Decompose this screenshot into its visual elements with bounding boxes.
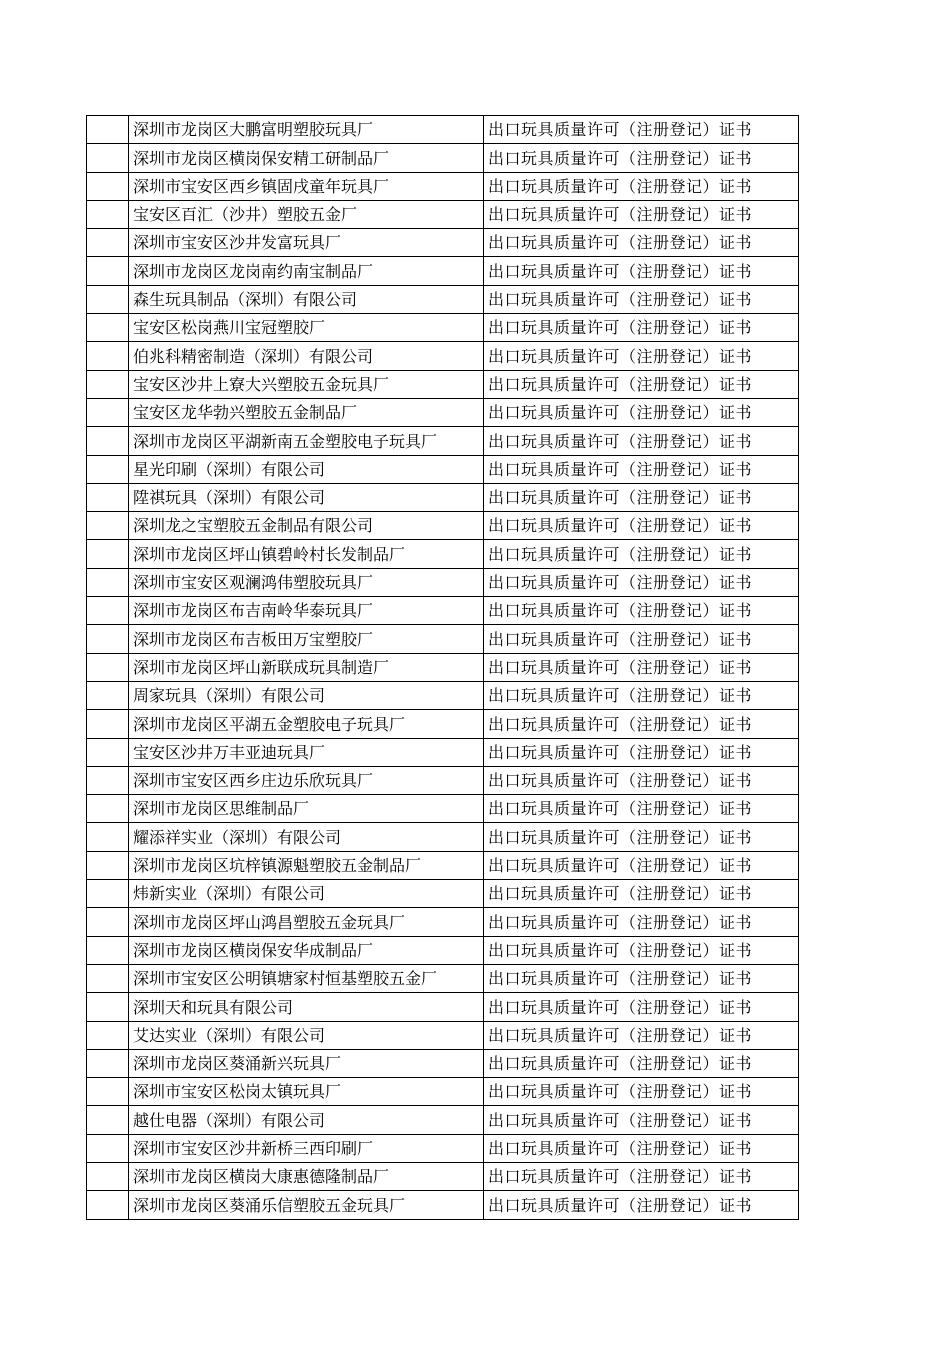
blank-cell <box>87 229 129 257</box>
certificate-type-cell: 出口玩具质量许可（注册登记）证书 <box>484 342 799 370</box>
blank-cell <box>87 738 129 766</box>
table-row <box>87 144 799 172</box>
table-row <box>87 1162 799 1190</box>
blank-cell <box>87 427 129 455</box>
company-name-cell: 耀添祥实业（深圳）有限公司 <box>129 823 484 851</box>
certificate-type-cell: 出口玩具质量许可（注册登记）证书 <box>484 795 799 823</box>
company-name-cell: 深圳天和玩具有限公司 <box>129 993 484 1021</box>
company-name-cell: 深圳市龙岗区坪山鸿昌塑胶五金玩具厂 <box>129 908 484 936</box>
certificate-type-cell: 出口玩具质量许可（注册登记）证书 <box>484 398 799 426</box>
certificate-type-cell: 出口玩具质量许可（注册登记）证书 <box>484 1162 799 1190</box>
company-name-cell: 深圳市龙岗区坑梓镇源魁塑胶五金制品厂 <box>129 851 484 879</box>
company-name-cell: 深圳市宝安区松岗太镇玩具厂 <box>129 1078 484 1106</box>
certificate-type-cell: 出口玩具质量许可（注册登记）证书 <box>484 653 799 681</box>
certificate-type-cell: 出口玩具质量许可（注册登记）证书 <box>484 257 799 285</box>
company-name-cell: 宝安区百汇（沙井）塑胶五金厂 <box>129 200 484 228</box>
table-row <box>87 200 799 228</box>
table-row <box>87 964 799 992</box>
blank-cell <box>87 653 129 681</box>
certificate-type-cell: 出口玩具质量许可（注册登记）证书 <box>484 229 799 257</box>
certificate-type-cell: 出口玩具质量许可（注册登记）证书 <box>484 851 799 879</box>
certificate-type-cell: 出口玩具质量许可（注册登记）证书 <box>484 1106 799 1134</box>
company-name-cell: 艾达实业（深圳）有限公司 <box>129 1021 484 1049</box>
company-name-cell: 宝安区龙华勃兴塑胶五金制品厂 <box>129 398 484 426</box>
certificate-type-cell: 出口玩具质量许可（注册登记）证书 <box>484 993 799 1021</box>
blank-cell <box>87 1134 129 1162</box>
table-row <box>87 342 799 370</box>
table-row <box>87 625 799 653</box>
blank-cell <box>87 370 129 398</box>
blank-cell <box>87 1191 129 1219</box>
certificate-type-cell: 出口玩具质量许可（注册登记）证书 <box>484 314 799 342</box>
certificate-type-cell: 出口玩具质量许可（注册登记）证书 <box>484 880 799 908</box>
blank-cell <box>87 880 129 908</box>
blank-cell <box>87 342 129 370</box>
company-name-cell: 深圳市龙岗区横岗保安华成制品厂 <box>129 936 484 964</box>
table-row <box>87 172 799 200</box>
table-row <box>87 1021 799 1049</box>
blank-cell <box>87 144 129 172</box>
table-row <box>87 653 799 681</box>
company-name-cell: 深圳市龙岗区坪山新联成玩具制造厂 <box>129 653 484 681</box>
certificate-table <box>86 115 799 1220</box>
table-row <box>87 483 799 511</box>
table-row <box>87 710 799 738</box>
blank-cell <box>87 851 129 879</box>
blank-cell <box>87 1078 129 1106</box>
company-name-cell: 深圳市龙岗区大鹏富明塑胶玩具厂 <box>129 116 484 144</box>
blank-cell <box>87 257 129 285</box>
company-name-cell: 深圳龙之宝塑胶五金制品有限公司 <box>129 512 484 540</box>
table-row <box>87 398 799 426</box>
table-row <box>87 851 799 879</box>
certificate-type-cell: 出口玩具质量许可（注册登记）证书 <box>484 285 799 313</box>
company-name-cell: 深圳市宝安区西乡庄边乐欣玩具厂 <box>129 766 484 794</box>
blank-cell <box>87 285 129 313</box>
blank-cell <box>87 483 129 511</box>
certificate-type-cell: 出口玩具质量许可（注册登记）证书 <box>484 427 799 455</box>
company-name-cell: 深圳市龙岗区布吉南岭华泰玩具厂 <box>129 597 484 625</box>
company-name-cell: 炜新实业（深圳）有限公司 <box>129 880 484 908</box>
table-row <box>87 823 799 851</box>
company-name-cell: 深圳市龙岗区坪山镇碧岭村长发制品厂 <box>129 540 484 568</box>
table-row <box>87 512 799 540</box>
table-row <box>87 455 799 483</box>
table-body <box>87 116 799 1220</box>
certificate-type-cell: 出口玩具质量许可（注册登记）证书 <box>484 1049 799 1077</box>
certificate-type-cell: 出口玩具质量许可（注册登记）证书 <box>484 512 799 540</box>
table-row <box>87 229 799 257</box>
certificate-type-cell: 出口玩具质量许可（注册登记）证书 <box>484 483 799 511</box>
certificate-type-cell: 出口玩具质量许可（注册登记）证书 <box>484 936 799 964</box>
table-row <box>87 597 799 625</box>
blank-cell <box>87 625 129 653</box>
company-name-cell: 深圳市龙岗区平湖五金塑胶电子玩具厂 <box>129 710 484 738</box>
certificate-type-cell: 出口玩具质量许可（注册登记）证书 <box>484 172 799 200</box>
blank-cell <box>87 710 129 738</box>
table-row <box>87 766 799 794</box>
certificate-type-cell: 出口玩具质量许可（注册登记）证书 <box>484 738 799 766</box>
table-row <box>87 427 799 455</box>
table-row <box>87 1078 799 1106</box>
company-name-cell: 森生玩具制品（深圳）有限公司 <box>129 285 484 313</box>
certificate-type-cell: 出口玩具质量许可（注册登记）证书 <box>484 908 799 936</box>
blank-cell <box>87 993 129 1021</box>
table-row <box>87 795 799 823</box>
certificate-type-cell: 出口玩具质量许可（注册登记）证书 <box>484 540 799 568</box>
table-row <box>87 908 799 936</box>
certificate-type-cell: 出口玩具质量许可（注册登记）证书 <box>484 1134 799 1162</box>
company-name-cell: 深圳市龙岗区葵涌新兴玩具厂 <box>129 1049 484 1077</box>
blank-cell <box>87 540 129 568</box>
company-name-cell: 深圳市龙岗区龙岗南约南宝制品厂 <box>129 257 484 285</box>
blank-cell <box>87 597 129 625</box>
table-row <box>87 681 799 709</box>
table-row <box>87 370 799 398</box>
certificate-type-cell: 出口玩具质量许可（注册登记）证书 <box>484 710 799 738</box>
table-row <box>87 257 799 285</box>
blank-cell <box>87 455 129 483</box>
table-row <box>87 285 799 313</box>
blank-cell <box>87 200 129 228</box>
blank-cell <box>87 314 129 342</box>
company-name-cell: 深圳市宝安区公明镇塘家村恒基塑胶五金厂 <box>129 964 484 992</box>
table-row <box>87 568 799 596</box>
blank-cell <box>87 823 129 851</box>
company-name-cell: 深圳市龙岗区思维制品厂 <box>129 795 484 823</box>
company-name-cell: 深圳市龙岗区平湖新南五金塑胶电子玩具厂 <box>129 427 484 455</box>
company-name-cell: 越仕电器（深圳）有限公司 <box>129 1106 484 1134</box>
blank-cell <box>87 1162 129 1190</box>
company-name-cell: 深圳市宝安区西乡镇固戌童年玩具厂 <box>129 172 484 200</box>
table-row <box>87 314 799 342</box>
table-row <box>87 540 799 568</box>
company-name-cell: 深圳市龙岗区葵涌乐信塑胶五金玩具厂 <box>129 1191 484 1219</box>
company-name-cell: 宝安区松岗燕川宝冠塑胶厂 <box>129 314 484 342</box>
blank-cell <box>87 116 129 144</box>
certificate-type-cell: 出口玩具质量许可（注册登记）证书 <box>484 370 799 398</box>
blank-cell <box>87 1049 129 1077</box>
company-name-cell: 深圳市宝安区沙井新桥三西印刷厂 <box>129 1134 484 1162</box>
company-name-cell: 深圳市龙岗区横岗大康惠德隆制品厂 <box>129 1162 484 1190</box>
certificate-type-cell: 出口玩具质量许可（注册登记）证书 <box>484 144 799 172</box>
blank-cell <box>87 1021 129 1049</box>
certificate-type-cell: 出口玩具质量许可（注册登记）证书 <box>484 597 799 625</box>
blank-cell <box>87 936 129 964</box>
certificate-type-cell: 出口玩具质量许可（注册登记）证书 <box>484 766 799 794</box>
certificate-type-cell: 出口玩具质量许可（注册登记）证书 <box>484 1191 799 1219</box>
company-name-cell: 宝安区沙井上寮大兴塑胶五金玩具厂 <box>129 370 484 398</box>
certificate-type-cell: 出口玩具质量许可（注册登记）证书 <box>484 1021 799 1049</box>
certificate-type-cell: 出口玩具质量许可（注册登记）证书 <box>484 455 799 483</box>
blank-cell <box>87 964 129 992</box>
table-row <box>87 1106 799 1134</box>
certificate-type-cell: 出口玩具质量许可（注册登记）证书 <box>484 625 799 653</box>
blank-cell <box>87 766 129 794</box>
certificate-type-cell: 出口玩具质量许可（注册登记）证书 <box>484 823 799 851</box>
blank-cell <box>87 398 129 426</box>
table-row <box>87 993 799 1021</box>
company-name-cell: 深圳市宝安区沙井发富玩具厂 <box>129 229 484 257</box>
company-name-cell: 宝安区沙井万丰亚迪玩具厂 <box>129 738 484 766</box>
company-name-cell: 深圳市宝安区观澜鸿伟塑胶玩具厂 <box>129 568 484 596</box>
table-row <box>87 116 799 144</box>
blank-cell <box>87 512 129 540</box>
blank-cell <box>87 172 129 200</box>
blank-cell <box>87 681 129 709</box>
company-name-cell: 深圳市龙岗区横岗保安精工研制品厂 <box>129 144 484 172</box>
table-row <box>87 936 799 964</box>
table-row <box>87 1049 799 1077</box>
certificate-type-cell: 出口玩具质量许可（注册登记）证书 <box>484 116 799 144</box>
blank-cell <box>87 908 129 936</box>
company-name-cell: 周家玩具（深圳）有限公司 <box>129 681 484 709</box>
certificate-type-cell: 出口玩具质量许可（注册登记）证书 <box>484 1078 799 1106</box>
company-name-cell: 深圳市龙岗区布吉板田万宝塑胶厂 <box>129 625 484 653</box>
blank-cell <box>87 568 129 596</box>
table-row <box>87 1134 799 1162</box>
certificate-type-cell: 出口玩具质量许可（注册登记）证书 <box>484 964 799 992</box>
company-name-cell: 星光印刷（深圳）有限公司 <box>129 455 484 483</box>
certificate-type-cell: 出口玩具质量许可（注册登记）证书 <box>484 200 799 228</box>
company-name-cell: 伯兆科精密制造（深圳）有限公司 <box>129 342 484 370</box>
company-name-cell: 陞祺玩具（深圳）有限公司 <box>129 483 484 511</box>
table-row <box>87 880 799 908</box>
blank-cell <box>87 795 129 823</box>
table-row <box>87 738 799 766</box>
certificate-type-cell: 出口玩具质量许可（注册登记）证书 <box>484 681 799 709</box>
blank-cell <box>87 1106 129 1134</box>
certificate-type-cell: 出口玩具质量许可（注册登记）证书 <box>484 568 799 596</box>
table-row <box>87 1191 799 1219</box>
